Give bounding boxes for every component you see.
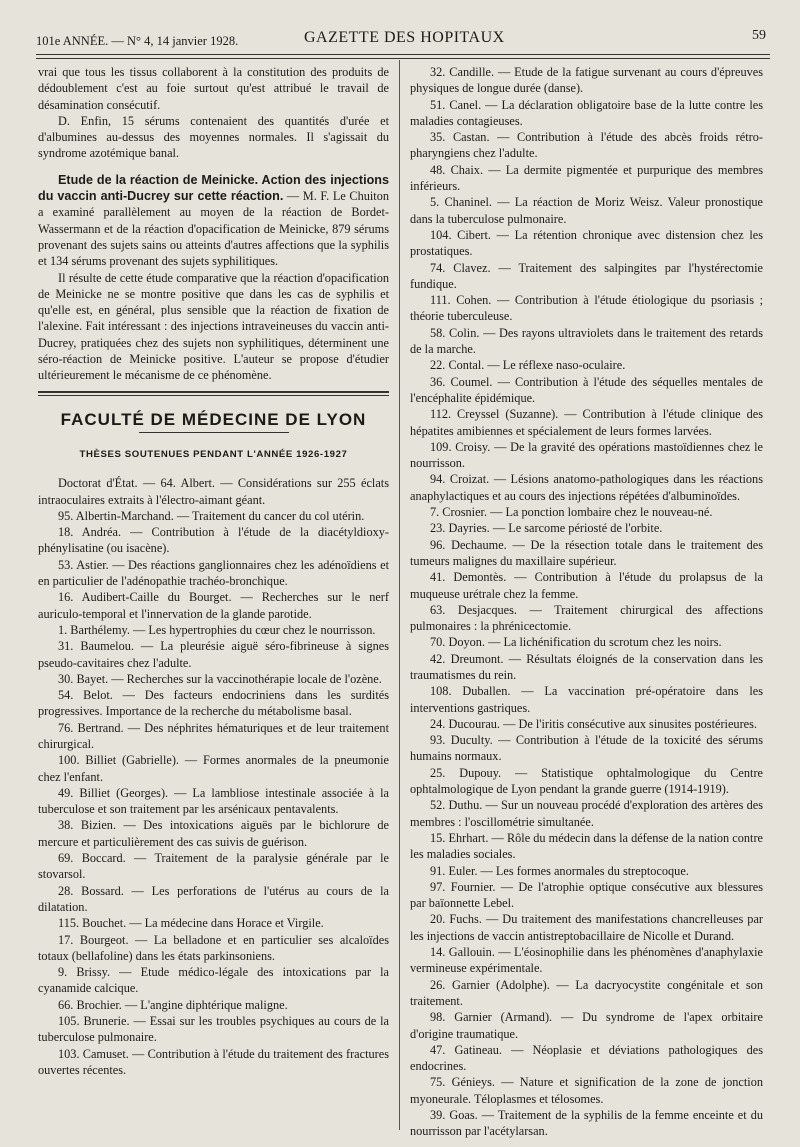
paragraph: D. Enfin, 15 sérums contenaient des quantités d'urée et d'albumines au-dessus des moyennes normales. Il s'agissait du syndrome azotémique banal. bbox=[38, 113, 389, 161]
thesis-entry: 108. Duballen. — La vaccination pré-opératoire dans les interventions gastriques. bbox=[410, 684, 763, 715]
thesis-entry: 20. Fuchs. — Du traitement des manifestations chancrelleuses par les injections de vaccin antistreptobacillaire de Nicolle et Durand. bbox=[410, 912, 763, 943]
thesis-entry: 91. Euler. — Les formes anormales du streptocoque. bbox=[430, 863, 689, 878]
thesis-entry: 97. Fournier. — De l'atrophie optique consécutive aux blessures par baïonnette Lebel. bbox=[410, 879, 763, 911]
thesis-entry: 48. Chaix. — La dermite pigmentée et purpurique des membres inférieurs. bbox=[410, 162, 763, 194]
thesis-entry: 36. Coumel. — Contribution à l'étude des séquelles mentales de l'encéphalite épidémique. bbox=[410, 374, 763, 405]
section-body: — M. F. Le Chuiton a examiné parallèlement au moyen de la réaction de Bordet-Wassermann et de la réaction d'opacification de Meinicke, 879 sérums provenant des sujets sains ou atteints d'autres affections que la syphilis et 134 sérums provenant des sujets syphilitiques. bbox=[38, 189, 389, 269]
thesis-entry: 25. Dupouy. — Statistique ophtalmologique du Centre ophtalmologique de Lyon pendant la grande guerre (1914-1919). bbox=[410, 765, 763, 797]
thesis-entry: 24. Ducourau. — De l'iritis consécutive aux sinusites postérieures. bbox=[430, 716, 757, 731]
thesis-entry: 16. Audibert-Caille du Bourget. — Recherches sur le nerf auriculo-temporal et l'innervation de la glande parotide. bbox=[38, 590, 389, 621]
journal-title: GAZETTE DES HOPITAUX bbox=[304, 29, 505, 46]
left-column bbox=[38, 64, 389, 1078]
thesis-entry: 96. Dechaume. — De la résection totale dans le traitement des tumeurs malignes du maxillaire supérieur. bbox=[410, 537, 763, 568]
thesis-entry: 115. Bouchet. — La médecine dans Horace et Virgile. bbox=[58, 916, 324, 931]
thesis-entry: 104. Cibert. — La rétention chronique avec distension chez les prostatiques. bbox=[410, 227, 763, 259]
thesis-entry: 75. Génieys. — Nature et signification de la zone de jonction myoneurale. Téloplasmes et télosomes. bbox=[410, 1075, 763, 1106]
column-separator bbox=[399, 60, 400, 1130]
thesis-entry: 58. Colin. — Des rayons ultraviolets dans le traitement des retards de la marche. bbox=[410, 325, 763, 357]
thesis-entry: 100. Billiet (Gabrielle). — Formes anormales de la pneumonie chez l'enfant. bbox=[38, 753, 389, 784]
theses-heading: THÈSES SOUTENUES PENDANT L'ANNÉE 1926-1927 bbox=[79, 448, 348, 460]
thesis-entry: 14. Gallouin. — L'éosinophilie dans les phénomènes d'anaphylaxie vermineuse expérimentale. bbox=[410, 945, 763, 976]
thesis-entry: 17. Bourgeot. — La belladone et en particulier ses alcaloïdes totaux (bellafoline) dans les états parkinsoniens. bbox=[38, 932, 389, 963]
paragraph: vrai que tous les tissus collaborent à la constitution des produits de dédoublement c'est au foie surtout qu'est attribué le travail de désamination consécutif. bbox=[38, 65, 389, 112]
thesis-entry: 35. Castan. — Contribution à l'étude des abcès froids rétro-pharyngiens chez l'adulte. bbox=[410, 130, 763, 161]
thesis-entry: 15. Ehrhart. — Rôle du médecin dans la défense de la nation contre les maladies sociales. bbox=[410, 830, 763, 862]
thesis-entry: 95. Albertin-Marchand. — Traitement du cancer du col utérin. bbox=[58, 508, 365, 523]
meinicke-section bbox=[38, 172, 389, 270]
thesis-entry: 93. Duculty. — Contribution à l'étude de la toxicité des sérums humains normaux. bbox=[410, 733, 763, 764]
issue-line: 101e ANNÉE. — N° 4, 14 janvier 1928. bbox=[36, 34, 239, 48]
thesis-entry: 98. Garnier (Armand). — Du syndrome de l'apex orbitaire d'origine traumatique. bbox=[410, 1010, 763, 1041]
thesis-entry: 94. Croizat. — Lésions anatomo-pathologiques dans les réactions anaphylactiques et au cours des injections répétées d'albuminoïdes. bbox=[410, 472, 763, 503]
thesis-entry: 1. Barthélemy. — Les hypertrophies du cœur chez le nourrisson. bbox=[58, 622, 376, 637]
thesis-entry: 41. Demontès. — Contribution à l'étude du prolapsus de la muqueuse urétrale chez la femme. bbox=[410, 570, 763, 601]
thesis-entry: 111. Cohen. — Contribution à l'étude étiologique du psoriasis ; théorie tuberculeuse. bbox=[410, 293, 763, 324]
thesis-entry: 7. Crosnier. — La ponction lombaire chez le nouveau-né. bbox=[430, 505, 713, 520]
thesis-entry: 42. Dreumont. — Résultats éloignés de la conservation dans les traumatismes du rein. bbox=[410, 651, 763, 682]
thesis-entry: 74. Clavez. — Traitement des salpingites par l'hystérectomie fundique. bbox=[410, 260, 763, 291]
faculty-title: FACULTÉ DE MÉDECINE DE LYON bbox=[60, 409, 367, 429]
thesis-entry: 47. Gatineau. — Néoplasie et déviations pathologiques des endocrines. bbox=[410, 1042, 763, 1074]
page-number: 59 bbox=[752, 28, 766, 43]
thesis-entry: 53. Astier. — Des réactions ganglionnaires chez les adénoïdiens et en particulier de l'adénopathie trachéo-bronchique. bbox=[38, 557, 389, 589]
thesis-entry: 18. Andréa. — Contribution à l'étude de la diacétyldioxy-phénylisatine (ou isacène). bbox=[38, 525, 389, 556]
thesis-entry: 38. Bizien. — Des intoxications aiguës par le bichlorure de mercure et particulièrement des cas suivis de guérison. bbox=[38, 818, 389, 849]
thesis-entry: 9. Brissy. — Etude médico-légale des intoxications par la cyanamide calcique. bbox=[38, 965, 389, 996]
thesis-entry: 39. Goas. — Traitement de la syphilis de la femme enceinte et du nourrisson par l'acétylarsan. bbox=[410, 1108, 763, 1139]
thesis-entry: 26. Garnier (Adolphe). — La dacryocystite congénitale et son traitement. bbox=[410, 977, 763, 1008]
thesis-entry: 66. Brochier. — L'angine diphtérique maligne. bbox=[58, 997, 288, 1012]
thesis-entry: 31. Baumelou. — La pleurésie aiguë séro-fibrineuse à signes pseudo-cavitaires chez l'adulte. bbox=[38, 639, 389, 670]
thesis-list-right bbox=[410, 64, 763, 1140]
thesis-entry: 51. Canel. — La déclaration obligatoire base de la lutte contre les maladies contagieuses. bbox=[410, 97, 763, 128]
header-rule-2 bbox=[36, 58, 770, 59]
title-rule bbox=[139, 432, 289, 433]
thesis-entry: 22. Contal. — Le réflexe naso-oculaire. bbox=[430, 358, 626, 373]
thesis-entry: 23. Dayries. — Le sarcome périosté de l'orbite. bbox=[430, 521, 663, 536]
thesis-entry: 70. Doyon. — La lichénification du scrotum chez les noirs. bbox=[430, 635, 722, 650]
section-heading: Etude de la réaction de Meinicke. Action des injections du vaccin anti-Ducrey sur cette réaction. bbox=[38, 172, 389, 204]
thesis-entry: 28. Bossard. — Les perforations de l'utérus au cours de la dilatation. bbox=[38, 883, 389, 914]
thesis-entry: 54. Belot. — Des facteurs endocriniens dans les surdités progressives. Importance de la recherche du métabolisme basal. bbox=[38, 688, 389, 719]
header-rule bbox=[36, 54, 770, 55]
thesis-entry: 69. Boccard. — Traitement de la paralysie générale par le stovarsol. bbox=[38, 851, 389, 882]
thesis-entry: 112. Creyssel (Suzanne). — Contribution à l'étude clinique des hépatites amibiennes et spécialement de leurs formes larvées. bbox=[410, 407, 763, 438]
thesis-entry: 76. Bertrand. — Des néphrites hématuriques et de leur traitement chirurgical. bbox=[38, 720, 389, 751]
thesis-entry: 49. Billiet (Georges). — La lambliose intestinale associée à la tuberculose et son traitement par les arsénicaux pentavalents. bbox=[38, 785, 389, 817]
right-column bbox=[410, 64, 763, 1140]
page-header bbox=[36, 28, 772, 52]
thesis-entry: 103. Camuset. — Contribution à l'étude du traitement des fractures ouvertes récentes. bbox=[38, 1046, 389, 1077]
thesis-list-left bbox=[38, 475, 389, 1078]
paragraph: Il résulte de cette étude comparative que la réaction d'opacification de Meinicke ne se montre positive que dans les cas de syphilis et qu'elle est, en général, plus sensible que la réaction de fixation de l'alexine. Fait intéressant : des injections intraveineuses du vaccin anti-Ducrey, pratiquées chez des sujets non syphilitiques, déterminent une séro-réaction de Meinicke positive. L'auteur se propose d'étudier ultérieurement le mécanisme de ce phénomène. bbox=[38, 270, 389, 383]
thesis-entry: 52. Duthu. — Sur un nouveau procédé d'exploration des artères des membres : l'oscillométrie simultanée. bbox=[410, 798, 763, 829]
thesis-entry: 109. Croisy. — De la gravité des opérations mastoïdiennes chez le nourrisson. bbox=[410, 439, 763, 471]
thesis-entry: 5. Chaninel. — La réaction de Moriz Weisz. Valeur pronostique dans la tuberculose pulmonaire. bbox=[410, 195, 763, 226]
thesis-entry: 32. Candille. — Etude de la fatigue survenant au cours d'épreuves physiques de longue durée (danse). bbox=[410, 65, 763, 96]
thesis-entry: Doctorat d'État. — 64. Albert. — Considérations sur 255 éclats intraoculaires extraits à l'électro-aimant géant. bbox=[38, 476, 389, 507]
thesis-entry: 105. Brunerie. — Essai sur les troubles psychiques au cours de la tuberculose pulmonaire. bbox=[38, 1014, 389, 1045]
thesis-entry: 30. Bayet. — Recherches sur la vaccinothérapie locale de l'ozène. bbox=[58, 671, 382, 686]
thesis-entry: 63. Desjacques. — Traitement chirurgical des affections pulmonaires : la phrénicectomie. bbox=[410, 602, 763, 634]
section-divider bbox=[38, 390, 389, 400]
